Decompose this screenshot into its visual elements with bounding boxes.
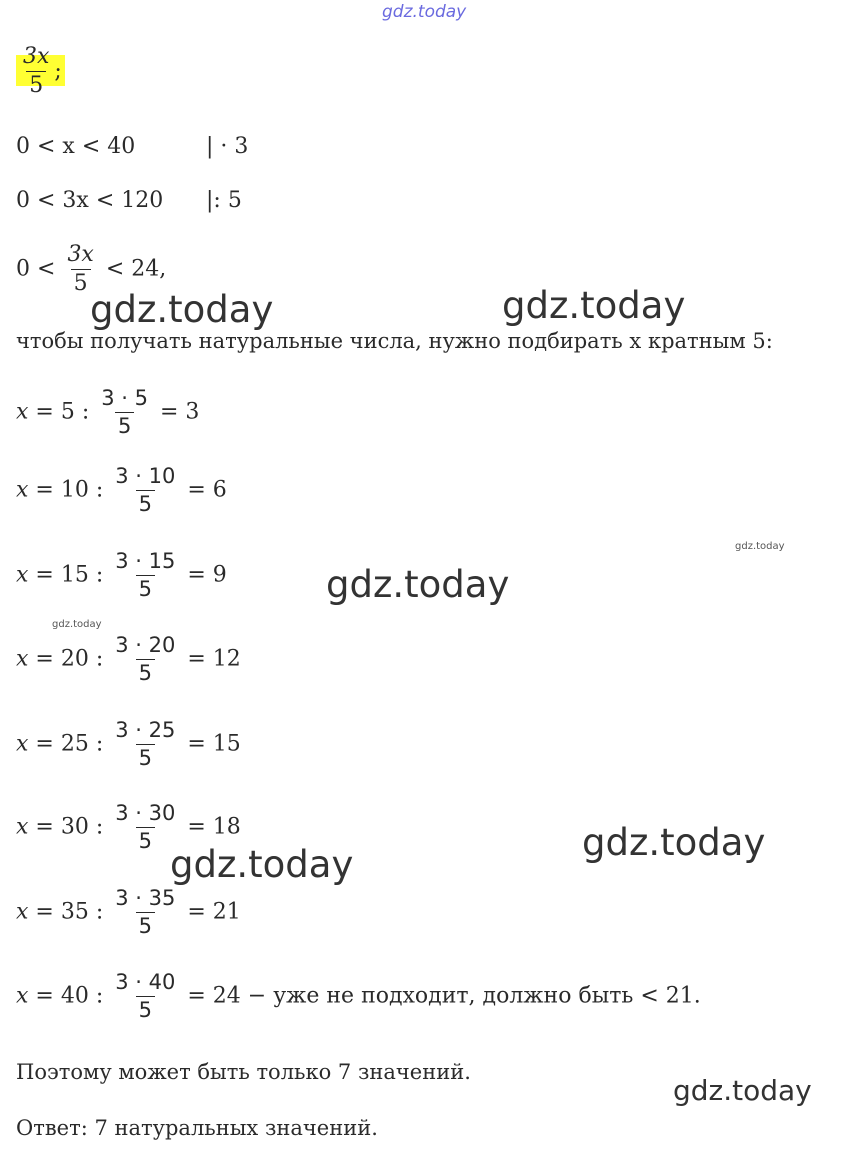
calc-row: x = 20 : $\frac{3 \cdot 20}{5}$ = 12 (16, 633, 241, 685)
row-x: 10 (60, 477, 89, 503)
fraction-numerator: 3 · 35 (115, 886, 176, 910)
highlight (16, 44, 65, 98)
calc-row: x = 15 : $\frac{3 \cdot 15}{5}$ = 9 (16, 549, 227, 601)
watermark: gdz.today (582, 821, 766, 864)
fraction-denominator: 5 (136, 744, 155, 769)
row-x: 35 (60, 899, 89, 925)
fraction-suffix: ; (54, 58, 62, 84)
calc-row: x = 30 : $\frac{3 \cdot 30}{5}$ = 18 (16, 801, 241, 853)
fraction-denominator: 5 (136, 827, 155, 852)
fraction (112, 551, 178, 600)
fraction-numerator: 3 · 30 (115, 801, 176, 825)
fraction-numerator: 3 · 15 (115, 549, 176, 573)
row-result: 18 (212, 814, 241, 840)
inequality-op: | · 3 (206, 134, 249, 159)
fraction-denominator: 5 (115, 412, 134, 437)
fraction-numerator: 3 · 40 (115, 970, 176, 994)
row-x: 40 (60, 983, 89, 1009)
row-result: 12 (212, 646, 241, 672)
fraction-numerator: 3 · 20 (115, 633, 176, 657)
calc-row: x = 40 : $\frac{3 \cdot 40}{5}$ = 24 − уже не подходит, должно быть < 21. (16, 970, 701, 1022)
fraction-numerator: 3x (23, 44, 50, 69)
calc-row: x = 25 : $\frac{3 \cdot 25}{5}$ = 15 (16, 718, 241, 770)
fraction (20, 46, 52, 97)
fraction (98, 388, 151, 437)
row-x: 30 (60, 814, 89, 840)
watermark: gdz.today (90, 288, 274, 331)
fraction (112, 803, 178, 852)
calc-row: x = 10 : $\frac{3 \cdot 10}{5}$ = 6 (16, 464, 227, 516)
row-result: 24 − уже не подходит, должно быть < 21. (212, 983, 701, 1009)
fraction-denominator: 5 (136, 490, 155, 515)
row-x: 25 (60, 731, 89, 757)
row-result: 3 (185, 399, 200, 425)
inequality-expr: 0 < 3x < 120 (16, 188, 164, 213)
fraction-numerator: 3x (67, 242, 94, 267)
calc-row: x = 5 : $\frac{3 \cdot 5}{5}$ = 3 (16, 386, 200, 438)
watermark: gdz.today (52, 619, 102, 630)
answer-text: Ответ: 7 натуральных значений. (16, 1116, 378, 1140)
fraction-denominator: 5 (136, 575, 155, 600)
fraction (112, 466, 178, 515)
row-x: 5 (60, 399, 75, 425)
watermark: gdz.today (502, 284, 686, 327)
inequality-right: < 24, (105, 256, 167, 282)
fraction-denominator: 5 (136, 912, 155, 937)
fraction (112, 972, 178, 1021)
fraction-numerator: 3 · 25 (115, 718, 176, 742)
inequality-expr: 0 < x < 40 (16, 134, 136, 159)
inequality-op: |: 5 (206, 188, 242, 213)
watermark: gdz.today (673, 1074, 812, 1107)
row-result: 9 (212, 562, 227, 588)
inequality-line-2 (16, 190, 242, 212)
fraction (112, 720, 178, 769)
row-x: 20 (60, 646, 89, 672)
calc-row: x = 35 : $\frac{3 \cdot 35}{5}$ = 21 (16, 886, 241, 938)
fraction-numerator: 3 · 5 (101, 386, 148, 410)
explanation-text: чтобы получать натуральные числа, нужно подбирать x кратным 5: (16, 329, 773, 353)
fraction-denominator: 5 (136, 996, 155, 1021)
watermark: gdz.today (735, 541, 785, 552)
fraction-denominator: 5 (71, 269, 91, 295)
watermark: gdz.today (170, 843, 354, 886)
inequality-left: 0 < (16, 256, 56, 282)
row-result: 6 (212, 477, 227, 503)
fraction-denominator: 5 (26, 71, 46, 97)
row-x: 15 (60, 562, 89, 588)
conclusion-text: Поэтому может быть только 7 значений. (16, 1060, 471, 1084)
fraction (112, 635, 178, 684)
fraction (112, 888, 178, 937)
fraction-numerator: 3 · 10 (115, 464, 176, 488)
inequality-line-1 (16, 136, 248, 158)
watermark-top: gdz.today (382, 2, 467, 22)
fraction-denominator: 5 (136, 659, 155, 684)
header-fraction (16, 46, 65, 97)
watermark: gdz.today (326, 563, 510, 606)
row-result: 21 (212, 899, 241, 925)
row-result: 15 (212, 731, 241, 757)
